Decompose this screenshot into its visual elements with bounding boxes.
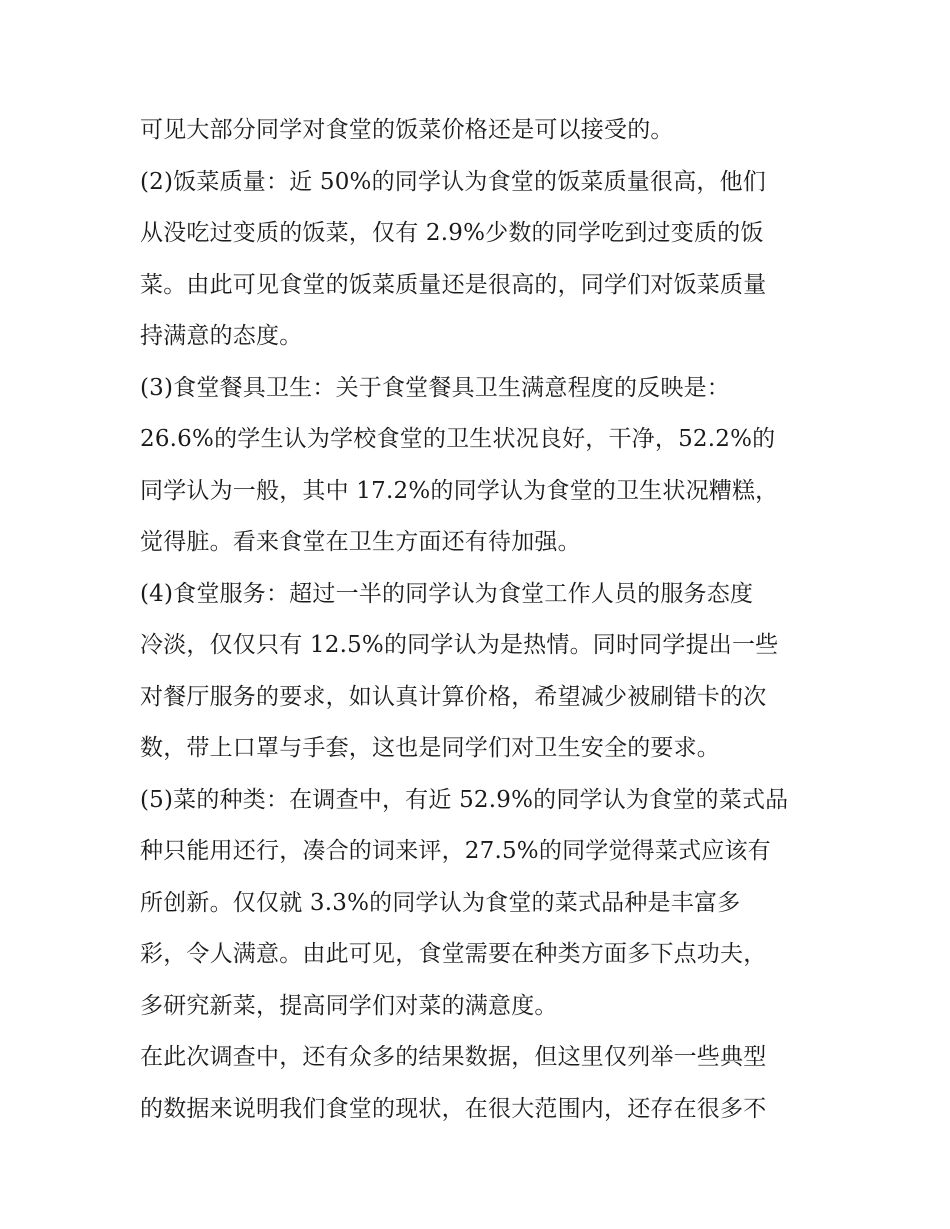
document-body — [140, 108, 820, 1138]
text-line: (5)菜的种类：在调查中，有近 52.9%的同学认为食堂的菜式品 — [140, 786, 789, 813]
text-line: (4)食堂服务：超过一半的同学认为食堂工作人员的服务态度 — [140, 580, 754, 607]
text-line: 觉得脏。看来食堂在卫生方面还有待加强。 — [140, 529, 581, 555]
text-line: (2)饭菜质量：近 50%的同学认为食堂的饭菜质量很高，他们 — [140, 168, 767, 195]
text-line: 数，带上口罩与手套，这也是同学们对卫生安全的要求。 — [140, 735, 720, 761]
text-line: 种只能用还行，凑合的词来评，27.5%的同学觉得菜式应该有 — [140, 838, 771, 864]
text-line: 的数据来说明我们食堂的现状，在很大范围内，还存在很多不 — [140, 1095, 767, 1122]
text-line: 可见大部分同学对食堂的饭菜价格还是可以接受的。 — [140, 117, 674, 143]
text-line: 菜。由此可见食堂的饭菜质量还是很高的，同学们对饭菜质量 — [140, 271, 767, 298]
text-line: 所创新。仅仅就 3.3%的同学认为食堂的菜式品种是丰富多 — [140, 889, 741, 916]
text-line: 多研究新菜，提高同学们对菜的满意度。 — [140, 992, 558, 1019]
text-line: 彩，令人满意。由此可见，食堂需要在种类方面多下点功夫， — [140, 941, 767, 967]
text-line: 26.6%的学生认为学校食堂的卫生状况良好，干净，52.2%的 — [140, 426, 776, 452]
text-line: 对餐厅服务的要求，如认真计算价格，希望减少被刷错卡的次 — [140, 683, 767, 710]
text-line: 冷淡，仅仅只有 12.5%的同学认为是热情。同时同学提出一些 — [140, 632, 779, 658]
text-line: (3)食堂餐具卫生：关于食堂餐具卫生满意程度的反映是： — [140, 374, 730, 401]
text-line: 从没吃过变质的饭菜，仅有 2.9%少数的同学吃到过变质的饭 — [140, 220, 764, 246]
text-line: 持满意的态度。 — [140, 323, 303, 349]
text-line: 在此次调查中，还有众多的结果数据，但这里仅列举一些典型 — [140, 1044, 767, 1070]
text-line: 同学认为一般，其中 17.2%的同学认为食堂的卫生状况糟糕， — [140, 477, 779, 504]
